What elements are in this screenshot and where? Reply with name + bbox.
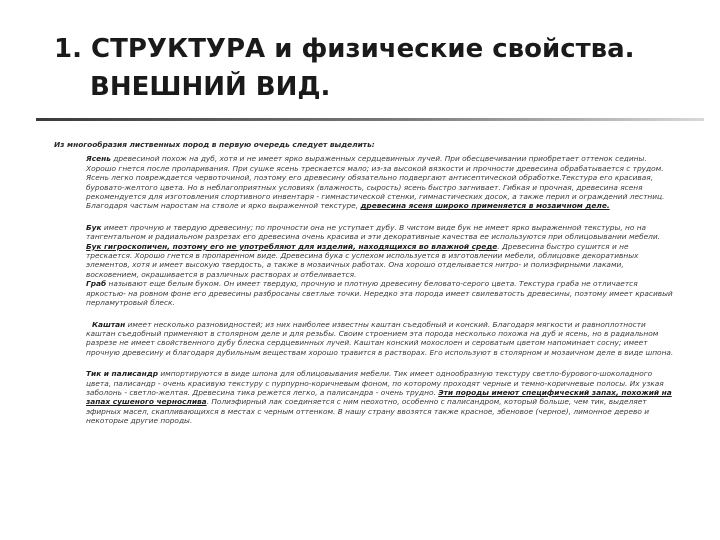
body-text: [54, 140, 674, 426]
beech-body-2: . Древесина быстро сушится и не трескается. Хорошо гнется в пропаренном виде. Древесина бука с успехом используется в изготовлении мебели, облицовке декоративных элементов, хотя и имеет высокую твердость, а также в мозаичных работах. Она хорошо отделывается нитро- и полиэфирными лаками, восковением, окрашивается в различных растворах и отбеливается.: [86, 241, 639, 279]
teak-body-1: импортируются в виде шпона для облицовывания мебели. Тик имеет однообразную текстуру светло-бурового-шоколадного цвета, палисандр - очень красивую текстуру с пурпурно-коричневым фоном, по которому проходят черные и темно-коричневые полосы. Их узкая заболонь - светло-желтая. Древесина тика режется легко, а палисандра - очень трудно.: [86, 369, 664, 397]
beech-highlight: Бук гигроскопичен, поэтому его не употребляют для изделий, находящихся во влажной среде: [86, 241, 498, 251]
beech-body-1: имеет прочную и твердую древесину; по прочности она не уступает дубу. В чистом виде бук не имеет ярко выраженной текстуры, но на тангентальном и радиальном разрезах его древесина очень красива и эти декоративные качества ее используются при облицовывании мебели.: [86, 222, 661, 242]
intro-text: Из многообразия лиственных пород в первую очередь следует выделить:: [54, 140, 375, 149]
term-beech: Бук: [86, 222, 102, 232]
term-ash: Ясень: [86, 154, 111, 164]
chestnut-body: имеет несколько разновидностей; из них наиболее известны каштан съедобный и конский. Благодаря мягкости и равноплотности каштан съедобный применяют в столярном деле и для резьбы. Своим строением эта порода несколько похожа на дуб и ясень, но в радиальном разрезе не имеет свойственного дубу блеска сердцевинных лучей. Каштан конский мохослоен и сероватым цветом напоминает сосну; имеет прочную древесину и благодаря дубильным веществам хорошо травится в растворах. Его используют в столярном и мозаичном деле в виде шпона.: [86, 319, 674, 357]
title-line-2: ВНЕШНИЙ ВИД.: [90, 72, 331, 102]
paragraph-chestnut: [86, 320, 674, 358]
term-hornbeam: Граб: [86, 279, 107, 289]
paragraph-ash: [86, 154, 674, 210]
teak-body-2: . Полиэфирный лак соединяется с ним неохотно, особенно с палисандром, который больше, чем тик, выделяет эфирных масел, скапливающихся в местах с черным оттенком. В нашу страну ввозятся также красное, эбеновое (черное), лимонное дерево и некоторые другие породы.: [86, 397, 650, 426]
ash-body: древесиной похож на дуб, хотя и не имеет ярко выраженных сердцевинных лучей. При обесцвечивании приобретает оттенок седины. Хорошо гнется после пропаривания. При сушке ясень трескается мало; из-за высокой вязкости и прочности древесина обрабатывается с трудом. Ясень легко повреждается червоточиной, поэтому его древесину обязательно подвергают антисептической обработке.Текстура его красивая, буровато-желтого цвета. Но в неблагоприятных условиях (влажность, сырость) ясень быстро загнивает. Гибкая и прочная, древесина ясеня рекомендуется для изготовления спортивного инвентаря - гимнастической стенки, гимнастических досок, а также перил и ограждений лестниц. Благодаря частым наростам на стволе и ярко выраженной текстуре,: [86, 154, 665, 211]
term-teak: Тик и палисандр: [86, 369, 158, 379]
title-divider: [36, 118, 704, 121]
hornbeam-body: называют еще белым буком. Он имеет твердую, прочную и плотную древесину беловато-серого цвета. Текстура граба не отличается яркостью- на ровном фоне его древесины разбросаны светлые точки. Нередко эта порода имеет свилеватость древесины, поэтому имеет красивый перламутровый блеск.: [86, 279, 673, 308]
ash-highlight: древесина ясеня широко применяется в мозаичном деле.: [360, 201, 610, 211]
teak-highlight: Эти породы имеют специфический запах, похожий на запах сушеного чернослива: [86, 387, 672, 407]
paragraph-hornbeam: [86, 279, 674, 307]
page-title: [54, 30, 694, 106]
paragraph-teak: [86, 369, 674, 425]
title-line-1: 1. СТРУКТУРА и физические свойства.: [54, 34, 635, 64]
term-chestnut: Каштан: [92, 319, 126, 329]
paragraph-beech: [86, 223, 674, 279]
